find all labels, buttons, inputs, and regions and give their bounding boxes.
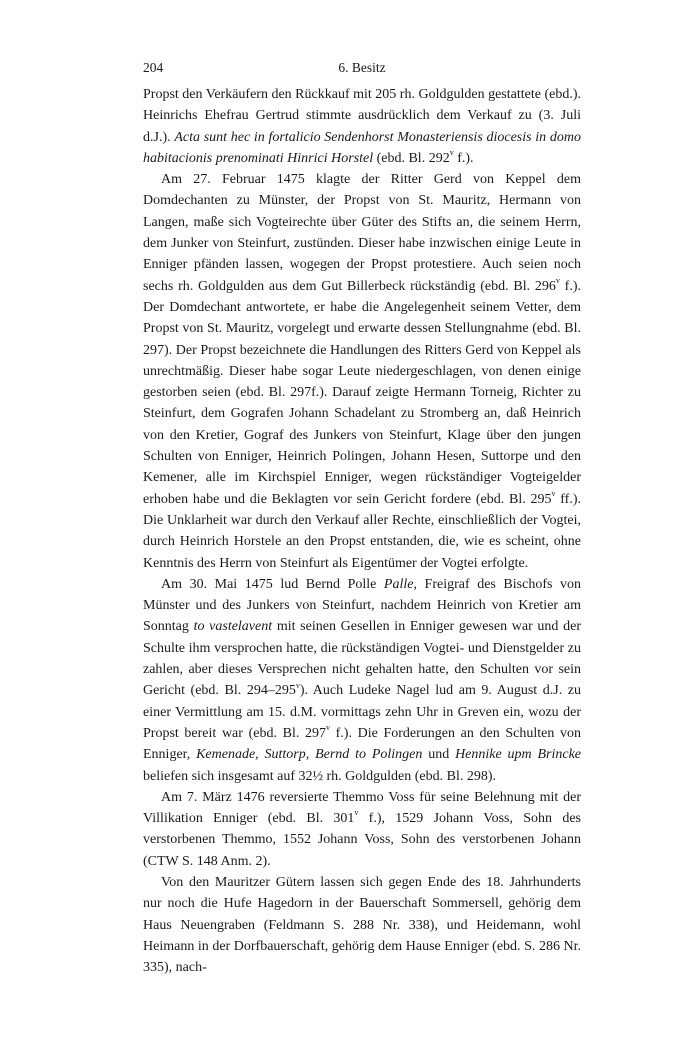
paragraph <box>143 84 581 169</box>
paragraph <box>143 169 581 574</box>
superscript: v <box>354 808 359 818</box>
text-run: Am 30. Mai 1475 lud Bernd Polle <box>161 576 384 592</box>
text-run: f.). <box>453 150 474 166</box>
italic-text: Hennike upm Brincke <box>455 747 582 763</box>
text-run: f.). Der Domdechant antwortete, er habe die Angelegenheit seinem Vetter, dem Propst von St. Mauritz, vorgelegt und erwarte dessen Stellungnahme (ebd. Bl. 297). Der Propst bezeichnete die Handlungen des Ritters Gerd von Keppel als unrechtmäßig. Dieser habe sogar Leute niedergeschlagen, von denen einige gestorben seien (ebd. Bl. 297f.). Darauf zeigte Hermann Torneig, Richter zu Steinfurt, dem Gografen Johann Schadelant zu Stromberg an, daß Heinrich von den Kretier, Gograf des Junkers von Steinfurt, Klage über den jungen Schulten von Enniger, Heinrich Polingen, Johann Hesen, Suttorpe und den Kemener, alle im Kirchspiel Enniger, wegen rückständiger Vogteigelder erhoben habe und die Beklagten vor sein Gericht fordere (ebd. Bl. 295 <box>143 278 581 507</box>
text-run: f.), 1529 Johann Voss, Sohn des verstorbenen Themmo, 1552 Johann Voss, Sohn des verstorbenen Johann (CTW S. 148 Anm. 2). <box>143 811 581 869</box>
italic-text: to vastelavent <box>193 619 273 635</box>
superscript: v <box>551 488 556 498</box>
page-header <box>143 60 581 80</box>
body-text <box>143 84 581 978</box>
paragraph <box>143 872 581 978</box>
italic-text: Acta sunt hec in fortalicio Sendenhorst Monasteriensis diocesis in domo habitacionis prenominati Hinrici Horstel <box>143 129 581 166</box>
text-run: ). Auch Ludeke Nagel lud am 9. August d.J. zu einer Vermittlung am 15. d.M. vormittags zehn Uhr in Greven ein, wozu der Propst bereit war (ebd. Bl. 297 <box>143 683 581 741</box>
superscript: v <box>325 723 330 733</box>
running-title: 6. Besitz <box>338 60 386 75</box>
text-run: f.). Die Forderungen an den Schulten von Enniger, <box>143 725 582 763</box>
text-run: Am 7. März 1476 reversierte Themmo Voss für seine Belehnung mit der Villikation Enniger (ebd. Bl. 301 <box>143 789 581 827</box>
italic-text: Kemenade, Suttorp, Bernd to Polingen <box>196 747 423 763</box>
text-run: Von den Mauritzer Gütern lassen sich gegen Ende des 18. Jahrhunderts nur noch die Hufe Hagedorn in der Bauerschaft Sommersell, gehörig dem Haus Neuengraben (Feldmann S. 288 Nr. 338), und Heidemann, wohl Heimann in der Dorfbauerschaft, gehörig dem Hause Enniger (ebd. S. 286 Nr. 335), nach- <box>143 874 581 976</box>
superscript: v <box>555 276 560 286</box>
text-run: mit seinen Gesellen in Enniger gewesen war und der Schulte ihm versprochen hatte, die rückständigen Vogtei- und Dienstgelder zu zahlen, aber dieses Versprechen nicht gehalten hatte, den Schulten vor sein Gericht (ebd. Bl. 294–295 <box>143 619 581 699</box>
text-run: beliefen sich insgesamt auf 32½ rh. Goldgulden (ebd. Bl. 298). <box>143 768 497 784</box>
text-run: (ebd. Bl. 292 <box>373 150 450 166</box>
superscript: v <box>295 680 300 690</box>
superscript: v <box>449 148 454 158</box>
text-run: Am 27. Februar 1475 klagte der Ritter Gerd von Keppel dem Domdechanten zu Münster, der Propst von St. Mauritz, Hermann von Langen, maße sich Vogteirechte über Güter des Stifts an, die seinem Herrn, dem Junker von Steinfurt, zustünden. Dieser habe inzwischen einige Leute in Enniger pfänden lassen, wogegen der Propst protestiere. Auch seien noch sechs rh. Goldgulden aus dem Gut Billerbeck rückständig (ebd. Bl. 296 <box>143 172 581 294</box>
italic-text: Palle <box>383 576 414 592</box>
paragraph <box>143 787 581 872</box>
page-number: 204 <box>143 60 164 75</box>
text-run: und <box>422 747 456 763</box>
text-run: ff.). Die Unklarheit war durch den Verkauf aller Rechte, einschließlich der Vogtei, durch Heinrich Horstele an den Propst entstanden, die, wie es scheint, ohne Kenntnis des Herrn von Steinfurt als Eigentümer der Vogtei erfolgte. <box>143 491 581 571</box>
text-run: Propst den Verkäufern den Rückkauf mit 205 rh. Goldgulden gestattete (ebd.). Heinrichs Ehefrau Gertrud stimmte ausdrücklich dem Verkauf zu (3. Juli d.J.). <box>143 87 581 145</box>
paragraph <box>143 574 581 787</box>
text-run: , Freigraf des Bischofs von Münster und des Junkers von Steinfurt, nachdem Heinrich von Kretier am Sonntag <box>143 576 581 635</box>
